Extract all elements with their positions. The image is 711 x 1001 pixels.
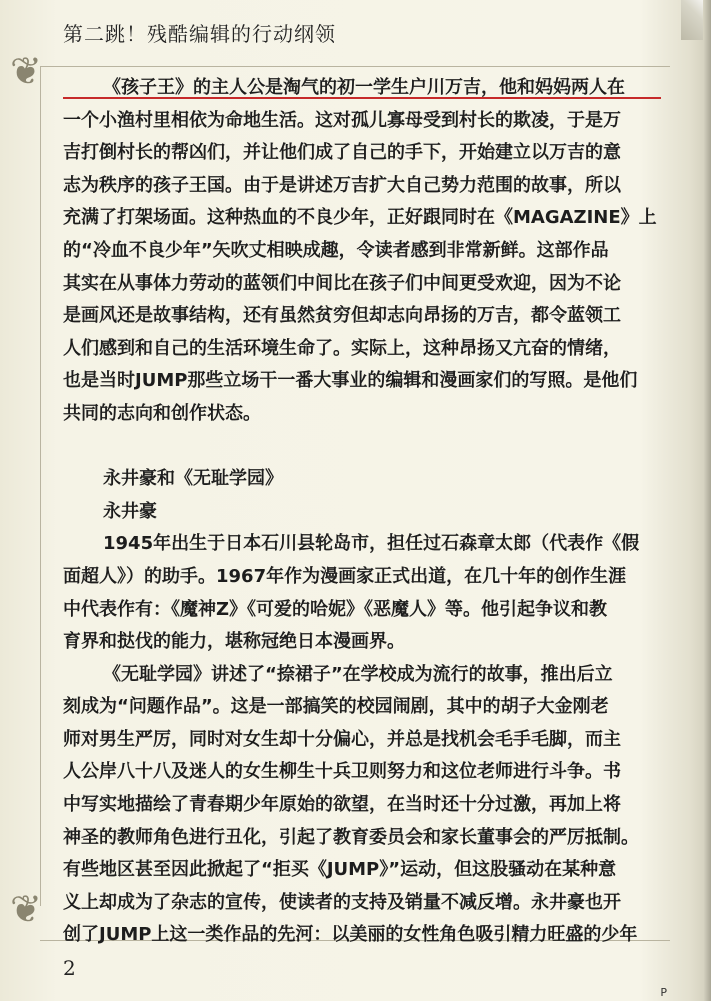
text-line: 义上却成为了杂志的宣传，使读者的支持及销量不减反增。永井豪也开 [63,891,621,913]
text-line: 人公岸八十八及迷人的女生柳生十兵卫则努力和这位老师进行斗争。书 [63,761,621,783]
paragraph-gap [63,431,668,464]
ornament-bottom-left-icon: ❦ [10,887,42,931]
body-text [63,72,668,952]
text-line: 也是当时JUMP那些立场干一番大事业的编辑和漫画家们的写照。是他们 [63,370,638,392]
text-line: 育界和挞伐的能力，堪称冠绝日本漫画界。 [63,631,405,653]
text-line: 1945年出生于日本石川县轮岛市，担任过石森章太郎（代表作《假 [103,533,640,555]
text-line: 充满了打架场面。这种热血的不良少年，正好跟同时在《MAGAZINE》上 [63,207,657,229]
text-line: 吉打倒村长的帮凶们，并让他们成了自己的手下，开始建立以万吉的意 [63,142,621,164]
text-line: 师对男生严厉，同时对女生却十分偏心，并总是找机会毛手毛脚，而主 [63,728,621,750]
page-edge [703,0,711,1001]
text-line: 永井豪 [103,500,157,522]
text-line: 其实在从事体力劳动的蓝领们中间比在孩子们中间更受欢迎，因为不论 [63,272,621,294]
page-number: 2 [63,956,76,980]
ornament-top-left-icon: ❦ [10,49,42,93]
text-line: 创了JUMP上这一类作品的先河：以美丽的女性角色吸引精力旺盛的少年 [63,924,638,946]
text-line: 志为秩序的孩子王国。由于是讲述万吉扩大自己势力范围的故事，所以 [63,174,621,196]
text-line: 中写实地描绘了青春期少年原始的欲望，在当时还十分过激，再加上将 [63,794,621,816]
page-header-title: 第二跳！残酷编辑的行动纲领 [63,22,336,46]
text-line: 是画风还是故事结构，还有虽然贫穷但却志向昂扬的万吉，都令蓝领工 [63,305,621,327]
text-line: 的“冷血不良少年”矢吹丈相映成趣，令读者感到非常新鲜。这部作品 [63,239,609,261]
text-line: 人们感到和自己的生活环境生命了。实际上，这种昂扬又亢奋的情绪， [63,337,621,359]
text-line: 永井豪和《无耻学园》 [103,468,283,490]
frame-left-line [40,66,41,906]
text-line: 《无耻学园》讲述了“捺裙子”在学校成为流行的故事，推出后立 [103,663,613,685]
text-line: 面超人》）的助手。1967年作为漫画家正式出道，在几十年的创作生涯 [63,565,627,587]
text-line: 共同的志向和创作状态。 [63,402,261,424]
text-line: 一个小渔村里相依为命地生活。这对孤儿寡母受到村长的欺凌，于是万 [63,109,621,131]
text-line: 中代表作有：《魔神Z》《可爱的哈妮》《恶魔人》等。他引起争议和教 [63,598,608,620]
corner-mark: P [660,986,667,999]
text-line: 刻成为“问题作品”。这是一部搞笑的校园闹剧，其中的胡子大金刚老 [63,696,609,718]
text-line: 《孩子王》的主人公是淘气的初一学生户川万吉，他和妈妈两人在 [103,77,625,98]
text-line: 有些地区甚至因此掀起了“拒买《JUMP》”运动，但这股骚动在某种意 [63,859,617,881]
frame-top-line [40,66,670,67]
text-line: 神圣的教师角色进行丑化，引起了教育委员会和家长董事会的严厉抵制。 [63,826,639,848]
